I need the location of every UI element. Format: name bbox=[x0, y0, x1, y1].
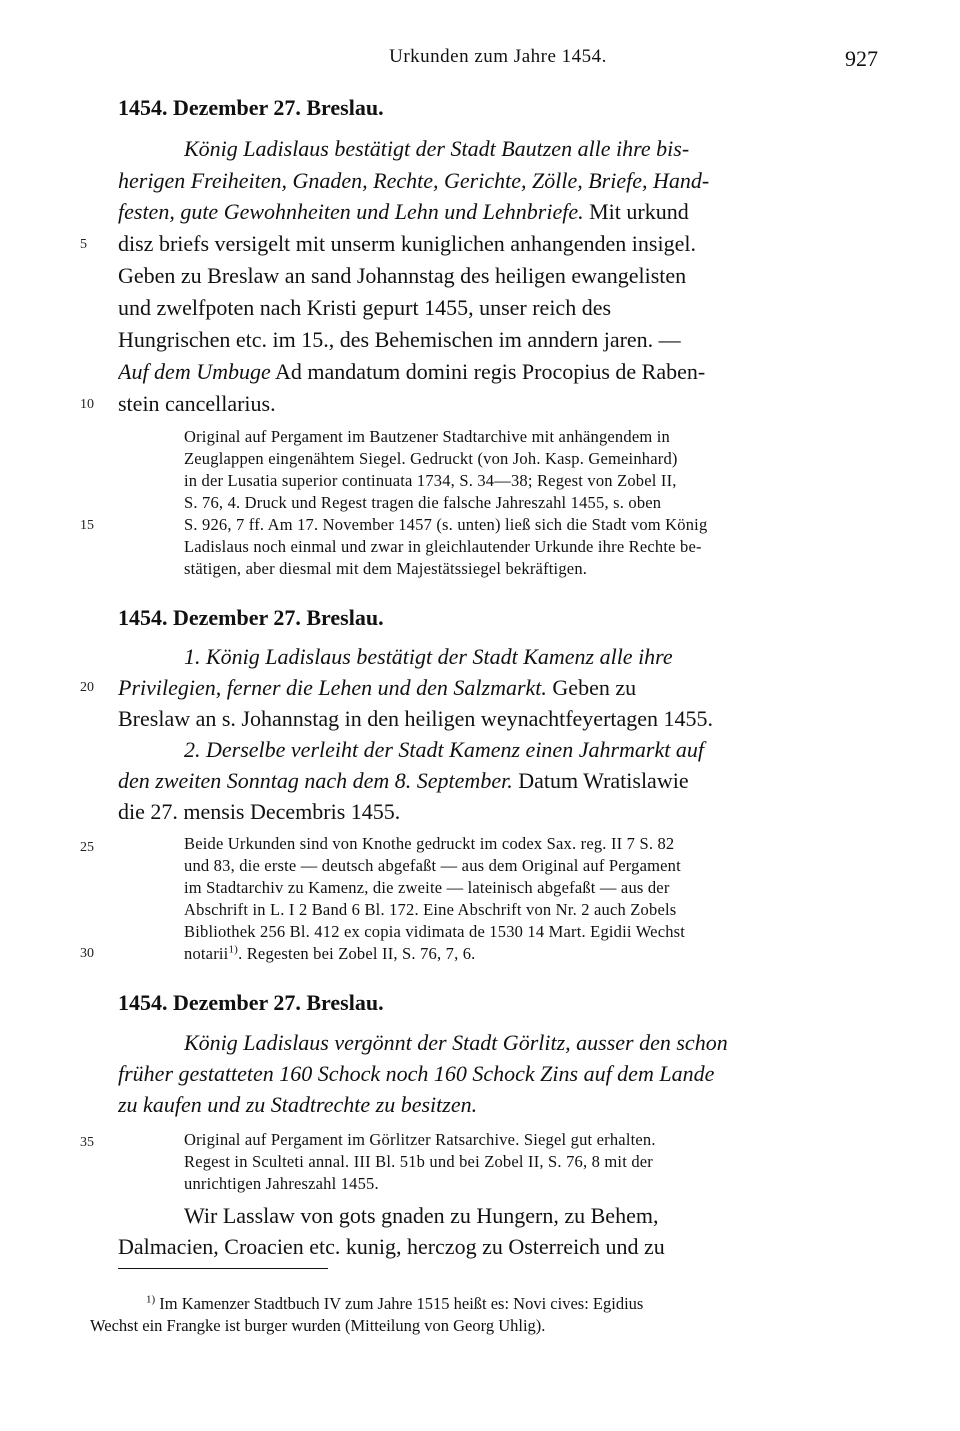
source-note-line: Original auf Pergament im Görlitzer Ratsarchive. Siegel gut erhalten. bbox=[184, 1130, 656, 1149]
regest-line: König Ladislaus vergönnt der Stadt Görlitz, ausser den schon bbox=[184, 1030, 728, 1055]
note-text: notarii bbox=[184, 944, 229, 963]
regest-line bbox=[118, 199, 878, 225]
page-number: 927 bbox=[845, 46, 878, 71]
footnote-line bbox=[146, 1294, 880, 1314]
note-text: . Regesten bei Zobel II, S. 76, 7, 6. bbox=[238, 944, 476, 963]
regest-line: herigen Freiheiten, Gnaden, Rechte, Gerichte, Zölle, Briefe, Hand- bbox=[118, 168, 710, 193]
regest-line bbox=[118, 768, 878, 794]
quote-line: und zwelfpoten nach Kristi gepurt 1455, unser reich des bbox=[118, 295, 612, 320]
quote-line: stein cancellarius. bbox=[118, 391, 276, 416]
entry-heading: 1454. Dezember 27. Breslau. bbox=[118, 95, 384, 120]
quote-text: Datum Wratislawie bbox=[512, 768, 689, 793]
source-note-line: stätigen, aber diesmal mit dem Majestätssiegel bekräftigen. bbox=[184, 559, 588, 578]
source-note-line: im Stadtarchiv zu Kamenz, die zweite — lateinisch abgefaßt — aus der bbox=[184, 878, 670, 897]
regest-text: den zweiten Sonntag nach dem 8. September. bbox=[118, 768, 513, 793]
source-note-line: unrichtigen Jahreszahl 1455. bbox=[184, 1174, 379, 1193]
regest-text: Privilegien, ferner die Lehen und den Salzmarkt. bbox=[118, 675, 547, 700]
source-note-line: Regest in Sculteti annal. III Bl. 51b und bei Zobel II, S. 76, 8 mit der bbox=[184, 1152, 653, 1171]
regest-line: 2. Derselbe verleiht der Stadt Kamenz einen Jahrmarkt auf bbox=[184, 737, 704, 762]
source-note-line: Original auf Pergament im Bautzener Stadtarchive mit anhängendem in bbox=[184, 427, 670, 446]
quote-line: Wir Lasslaw von gots gnaden zu Hungern, zu Behem, bbox=[184, 1203, 659, 1228]
footnote-line: Wechst ein Frangke ist burger wurden (Mitteilung von Georg Uhlig). bbox=[90, 1316, 546, 1335]
source-note-line: S. 926, 7 ff. Am 17. November 1457 (s. unten) ließ sich die Stadt vom König bbox=[184, 515, 708, 534]
line-number: 30 bbox=[80, 946, 94, 961]
quote-text: Mit urkund bbox=[583, 199, 689, 224]
footnote-text: Im Kamenzer Stadtbuch IV zum Jahre 1515 heißt es: Novi cives: Egidius bbox=[155, 1294, 644, 1313]
page-header bbox=[118, 46, 878, 76]
running-title: Urkunden zum Jahre 1454. bbox=[389, 46, 607, 67]
entry-heading: 1454. Dezember 27. Breslau. bbox=[118, 605, 384, 630]
regest-text: festen, gute Gewohnheiten und Lehn und Lehnbriefe. bbox=[118, 199, 584, 224]
source-note-line: Zeuglappen eingenähtem Siegel. Gedruckt (von Joh. Kasp. Gemeinhard) bbox=[184, 449, 678, 468]
quote-line: disz briefs versigelt mit unserm kuniglichen anhangenden insigel. bbox=[118, 231, 696, 256]
footnote-reference: 1) bbox=[228, 944, 239, 956]
line-number: 5 bbox=[80, 237, 87, 252]
quote-line bbox=[118, 359, 878, 385]
line-number: 20 bbox=[80, 680, 94, 695]
quote-line: Geben zu Breslaw an sand Johannstag des heiligen ewangelisten bbox=[118, 263, 687, 288]
quote-line: Hungrischen etc. im 15., des Behemischen im anndern jaren. — bbox=[118, 327, 681, 352]
regest-line: König Ladislaus bestätigt der Stadt Bautzen alle ihre bis- bbox=[184, 136, 690, 161]
regest-line: zu kaufen und zu Stadtrechte zu besitzen. bbox=[118, 1092, 478, 1117]
quote-line: Breslaw an s. Johannstag in den heiligen weynachtfeyertagen 1455. bbox=[118, 706, 714, 731]
source-note-line: Bibliothek 256 Bl. 412 ex copia vidimata de 1530 14 Mart. Egidii Wechst bbox=[184, 922, 686, 941]
source-note-line bbox=[184, 944, 878, 964]
line-number: 25 bbox=[80, 840, 94, 855]
entry-heading: 1454. Dezember 27. Breslau. bbox=[118, 990, 384, 1015]
source-note-line: Abschrift in L. I 2 Band 6 Bl. 172. Eine Abschrift von Nr. 2 auch Zobels bbox=[184, 900, 677, 919]
quote-line: die 27. mensis Decembris 1455. bbox=[118, 799, 401, 824]
umbug-label: Auf dem Umbuge bbox=[118, 359, 271, 384]
line-number: 10 bbox=[80, 397, 94, 412]
quote-text: Ad mandatum domini regis Procopius de Raben- bbox=[270, 359, 706, 384]
line-number: 15 bbox=[80, 518, 94, 533]
footnote-rule bbox=[118, 1268, 328, 1269]
source-note-line: und 83, die erste — deutsch abgefaßt — aus dem Original auf Pergament bbox=[184, 856, 681, 875]
footnote-marker: 1) bbox=[146, 1294, 156, 1306]
regest-line: früher gestatteten 160 Schock noch 160 Schock Zins auf dem Lande bbox=[118, 1061, 715, 1086]
regest-line bbox=[118, 675, 878, 701]
source-note-line: Beide Urkunden sind von Knothe gedruckt im codex Sax. reg. II 7 S. 82 bbox=[184, 834, 675, 853]
quote-text: Geben zu bbox=[546, 675, 637, 700]
source-note-line: in der Lusatia superior continuata 1734, S. 34—38; Regest von Zobel II, bbox=[184, 471, 677, 490]
regest-line: 1. König Ladislaus bestätigt der Stadt Kamenz alle ihre bbox=[184, 644, 673, 669]
source-note-line: S. 76, 4. Druck und Regest tragen die falsche Jahreszahl 1455, s. oben bbox=[184, 493, 662, 512]
source-note-line: Ladislaus noch einmal und zwar in gleichlautender Urkunde ihre Rechte be- bbox=[184, 537, 702, 556]
quote-line: Dalmacien, Croacien etc. kunig, herczog zu Osterreich und zu bbox=[118, 1234, 665, 1259]
line-number: 35 bbox=[80, 1135, 94, 1150]
